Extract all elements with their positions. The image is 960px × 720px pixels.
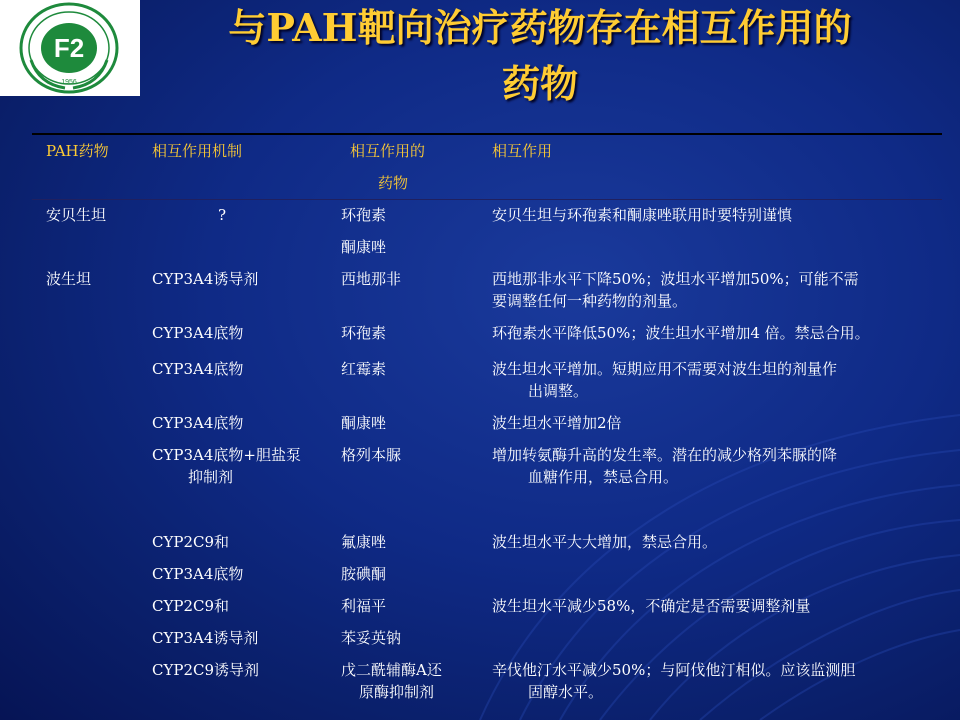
row-0-effect: 安贝生坦与环孢素和酮康唑联用时要特别谨慎 — [492, 206, 793, 224]
row-11-partner-line2: 原酶抑制剂 — [359, 683, 435, 701]
row-4-effect-line2: 出调整。 — [528, 382, 589, 400]
row-0-drug: 安贝生坦 — [46, 206, 107, 224]
row-8-partner: 胺碘酮 — [341, 565, 387, 583]
header-mechanism: 相互作用机制 — [152, 142, 243, 160]
table-header-rule — [32, 199, 942, 200]
row-3-mechanism: CYP3A4底物 — [152, 324, 244, 342]
row-5-mechanism: CYP3A4底物 — [152, 414, 244, 432]
header-effect: 相互作用 — [492, 142, 553, 160]
header-partner-line2: 药物 — [378, 174, 409, 192]
row-0-partner: 环孢素 — [341, 206, 387, 224]
title-line-1: 与PAH靶向治疗药物存在相互作用的 — [228, 5, 852, 50]
hospital-emblem-icon — [17, 2, 121, 94]
row-9-partner: 利福平 — [341, 597, 387, 615]
row-5-effect: 波生坦水平增加2倍 — [492, 414, 622, 432]
row-6-effect-line1: 增加转氨酶升高的发生率。潜在的减少格列苯脲的降 — [492, 446, 838, 464]
row-2-drug: 波生坦 — [46, 270, 92, 288]
row-6-partner: 格列本脲 — [341, 446, 402, 464]
row-7-partner: 氟康唑 — [341, 533, 387, 551]
svg-text:F2: F2 — [53, 33, 85, 63]
row-4-mechanism: CYP3A4底物 — [152, 360, 244, 378]
row-4-partner: 红霉素 — [341, 360, 387, 378]
row-2-partner: 西地那非 — [341, 270, 402, 288]
row-11-effect-line2: 固醇水平。 — [528, 683, 604, 701]
row-6-effect — [492, 444, 942, 488]
row-3-partner: 环孢素 — [341, 324, 387, 342]
logo — [0, 0, 140, 96]
row-6-mechanism-line2: 抑制剂 — [188, 468, 234, 486]
row-11-partner-line1: 戊二酰辅酶A还 — [341, 661, 442, 679]
row-2-effect-line1: 西地那非水平下降50%；波坦水平增加50%；可能不需 — [492, 270, 859, 288]
row-5-partner: 酮康唑 — [341, 414, 387, 432]
row-6-mechanism-line1: CYP3A4底物+胆盐泵 — [152, 446, 301, 464]
row-2-effect-line2: 要调整任何一种药物的剂量。 — [492, 292, 688, 310]
row-11-partner — [341, 659, 481, 703]
row-9-effect: 波生坦水平减少58%，不确定是否需要调整剂量 — [492, 597, 811, 615]
row-7-effect: 波生坦水平大大增加，禁忌合用。 — [492, 533, 718, 551]
row-10-partner: 苯妥英钠 — [341, 629, 402, 647]
table-top-rule — [32, 133, 942, 135]
row-3-effect: 环孢素水平降低50%；波生坦水平增加4 倍。禁忌合用。 — [492, 324, 870, 342]
svg-text:1956: 1956 — [61, 79, 77, 86]
row-9-mechanism: CYP2C9和 — [152, 597, 230, 615]
row-8-mechanism: CYP3A4底物 — [152, 565, 244, 583]
title-line-2: 药物 — [501, 61, 578, 106]
row-7-mechanism: CYP2C9和 — [152, 533, 230, 551]
row-4-effect — [492, 358, 942, 402]
row-2-mechanism: CYP3A4诱导剂 — [152, 270, 259, 288]
header-partner-line1: 相互作用的 — [350, 142, 426, 160]
row-2-effect — [492, 268, 942, 312]
row-1-partner: 酮康唑 — [341, 238, 387, 256]
row-11-effect-line1: 辛伐他汀水平减少50%；与阿伐他汀相似。应该监测胆 — [492, 661, 856, 679]
row-10-mechanism: CYP3A4诱导剂 — [152, 629, 259, 647]
page-title — [150, 0, 930, 112]
row-11-mechanism: CYP2C9诱导剂 — [152, 661, 260, 679]
header-pah-drug: PAH药物 — [46, 142, 109, 160]
row-6-mechanism — [152, 444, 327, 488]
row-11-effect — [492, 659, 942, 703]
row-6-effect-line2: 血糖作用，禁忌合用。 — [528, 468, 679, 486]
row-0-mechanism: ? — [218, 206, 227, 224]
row-4-effect-line1: 波生坦水平增加。短期应用不需要对波生坦的剂量作 — [492, 360, 838, 378]
